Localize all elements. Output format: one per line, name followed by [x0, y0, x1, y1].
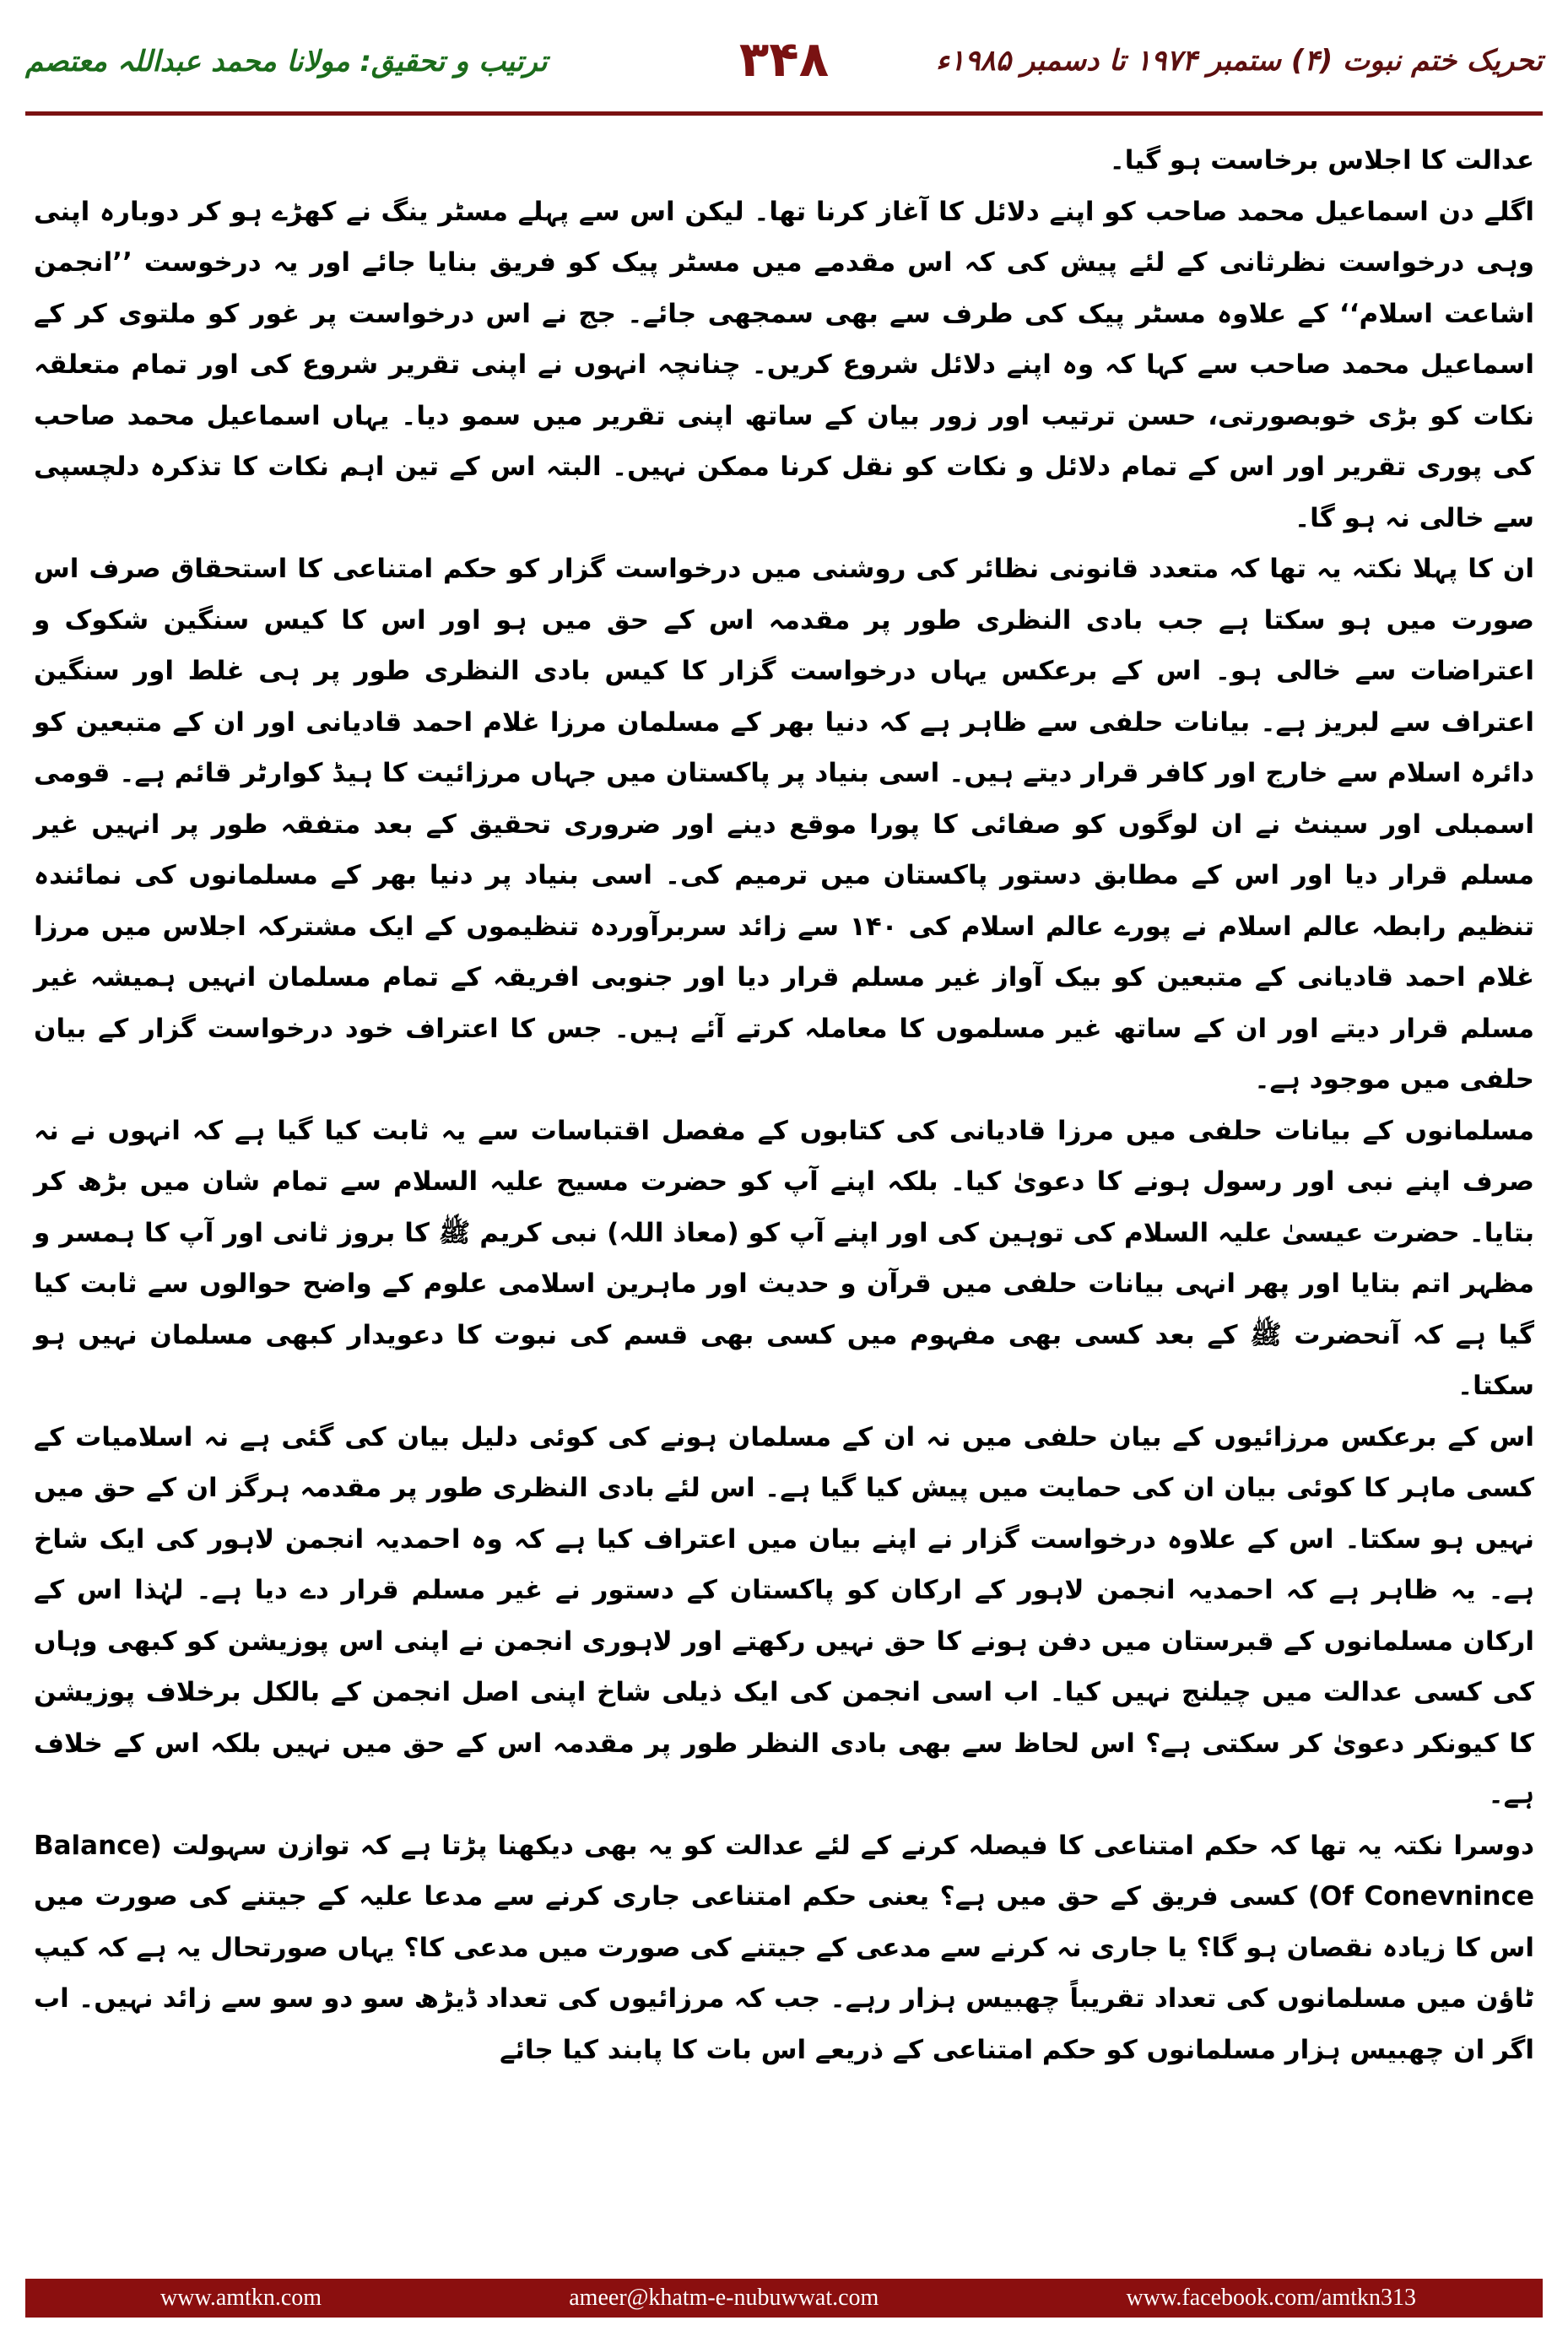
paragraph: ان کا پہلا نکتہ یہ تھا کہ متعدد قانونی نظائر کی روشنی میں درخواست گزار کو حکم امتناعی کا استحقاق صرف اس صورت میں ہو سکتا ہے جب بادی النظری طور پر مقدمہ اس کے حق میں ہو اور اس کا کیس سنگین شکوک و اعتراضات سے خالی ہو۔ اس کے برعکس یہاں درخواست گزار کا کیس بادی النظری طور پر ہی غلط اور سنگین اعتراف سے لبریز ہے۔ بیانات حلفی سے ظاہر ہے کہ دنیا بھر کے مسلمان مرزا غلام احمد قادیانی اور ان کے متبعین کو دائرہ اسلام سے خارج اور کافر قرار دیتے ہیں۔ اسی بنیاد پر پاکستان میں جہاں مرزائیت کا ہیڈ کوارٹر قائم ہے۔ قومی اسمبلی اور سینٹ نے ان لوگوں کو صفائی کا پورا موقع دینے اور ضروری تحقیق کے بعد متفقہ طور پر انہیں غیر مسلم قرار دیا اور اس کے مطابق دستور پاکستان میں ترمیم کی۔ اسی بنیاد پر دنیا بھر کے مسلمانوں کی نمائندہ تنظیم رابطہ عالم اسلام نے پورے عالم اسلام کی ۱۴۰ سے زائد سربرآوردہ تنظیموں کے ایک مشترکہ اجلاس میں مرزا غلام احمد قادیانی کے متبعین کو بیک آواز غیر مسلم قرار دیا اور جنوبی افریقہ کے تمام مسلمان انہیں ہمیشہ غیر مسلم قرار دیتے اور ان کے ساتھ غیر مسلموں کا معاملہ کرتے آئے ہیں۔ جس کا اعتراف خود درخواست گزار کے بیان حلفی میں موجود ہے۔	[34, 554, 1534, 1095]
paragraph: اس کے برعکس مرزائیوں کے بیان حلفی میں نہ ان کے مسلمان ہونے کی کوئی دلیل بیان کی گئی ہے نہ اسلامیات کے کسی ماہر کا کوئی بیان ان کی حمایت میں پیش کیا گیا ہے۔ اس لئے بادی النظری طور پر مقدمہ ہرگز ان کے حق میں نہیں ہو سکتا۔ اس کے علاوہ درخواست گزار نے اپنے بیان میں اعتراف کیا ہے کہ وہ احمدیہ انجمن لاہور کی ایک شاخ ہے۔ یہ ظاہر ہے کہ احمدیہ انجمن لاہور کے ارکان کو پاکستان کے دستور نے غیر مسلم قرار دے دیا ہے۔ لہٰذا اس کے ارکان مسلمانوں کے قبرستان میں دفن ہونے کا حق نہیں رکھتے اور لاہوری انجمن نے اپنی اس پوزیشن کو کبھی وہاں کی کسی عدالت میں چیلنج نہیں کیا۔ اب اسی انجمن کی ایک ذیلی شاخ اپنی اصل انجمن کے بالکل برخلاف پوزیشن کا کیونکر دعویٰ کر سکتی ہے؟ اس لحاظ سے بھی بادی النظر طور پر مقدمہ اس کے حق میں نہیں بلکہ اس کے خلاف ہے۔	[34, 1421, 1534, 1809]
paragraph: مسلمانوں کے بیانات حلفی میں مرزا قادیانی کی کتابوں کے مفصل اقتباسات سے یہ ثابت کیا گیا ہے کہ انہوں نے نہ صرف اپنے نبی اور رسول ہونے کا دعویٰ کیا۔ بلکہ اپنے آپ کو حضرت مسیح علیہ السلام سے تمام شان میں بڑھ کر بتایا۔ حضرت عیسیٰ علیہ السلام کی توہین کی اور اپنے آپ کو (معاذ اللہ) نبی کریم ﷺ کا بروز ثانی اور آپ کا ہمسر و مظہر اتم بتایا اور پھر انہی بیانات حلفی میں قرآن و حدیث اور ماہرین اسلامی علوم کے واضح حوالوں سے ثابت کیا گیا ہے کہ آنحضرت ﷺ کے بعد کسی بھی مفہوم میں کسی بھی قسم کی نبوت کا دعویدار کبھی مسلمان نہیں ہو سکتا۔	[34, 1115, 1534, 1401]
header-divider	[25, 111, 1543, 116]
paragraph: دوسرا نکتہ یہ تھا کہ حکم امتناعی کا فیصلہ کرنے کے لئے عدالت کو یہ بھی دیکھنا پڑتا ہے کہ توازن سہولت (Balance Of Conevnince) کسی فریق کے حق میں ہے؟ یعنی حکم امتناعی جاری کرنے سے مدعا علیہ کے جیتنے کی صورت میں اس کا زیادہ نقصان ہو گا؟ یا جاری نہ کرنے سے مدعی کے جیتنے کی صورت میں مدعی کا؟ یہاں صورتحال یہ ہے کہ کیپ ٹاؤن میں مسلمانوں کی تعداد تقریباً چھبیس ہزار رہے۔ جب کہ مرزائیوں کی تعداد ڈیڑھ سو دو سو سے زائد نہیں۔ اب اگر ان چھبیس ہزار مسلمانوں کو حکم امتناعی کے ذریعے اس بات کا پابند کیا جائے	[34, 1830, 1534, 2065]
page-number: ۳۴۸	[738, 30, 830, 88]
page-header	[25, 25, 1543, 101]
page-body	[34, 135, 1534, 2075]
paragraph: عدالت کا اجلاس برخاست ہو گیا۔	[1109, 145, 1534, 176]
footer-bar	[25, 2279, 1543, 2318]
facebook-link[interactable]: www.facebook.com/amtkn313	[1126, 2285, 1416, 2311]
paragraph: اگلے دن اسماعیل محمد صاحب کو اپنے دلائل کا آغاز کرنا تھا۔ لیکن اس سے پہلے مسٹر ینگ نے کھڑے ہو کر دوبارہ اپنی وہی درخواست نظرثانی کے لئے پیش کی کہ اس مقدمے میں مسٹر پیک کو فریق بنایا جائے اور یہ درخوست ’’انجمن اشاعت اسلام‘‘ کے علاوہ مسٹر پیک کی طرف سے بھی سمجھی جائے۔ جج نے اس درخواست پر غور کو ملتوی کر کے اسماعیل محمد صاحب سے کہا کہ وہ اپنے دلائل شروع کریں۔ چنانچہ انہوں نے اپنی تقریر شروع کی اور تمام متعلقہ نکات کو بڑی خوبصورتی، حسن ترتیب اور زور بیان کے ساتھ اپنی تقریر میں سمو دیا۔ یہاں اسماعیل محمد صاحب کی پوری تقریر اور اس کے تمام دلائل و نکات کو نقل کرنا ممکن نہیں۔ البتہ اس کے تین اہم نکات کا تذکرہ دلچسپی سے خالی نہ ہو گا۔	[34, 196, 1534, 533]
compiler-credit: ترتیب و تحقیق: مولانا محمد عبداللہ معتصم	[25, 45, 548, 78]
website-link[interactable]: www.amtkn.com	[160, 2285, 322, 2311]
email-link[interactable]: ameer@khatm-e-nubuwwat.com	[569, 2285, 879, 2311]
book-title: تحریک ختم نبوت (۴) ستمبر ۱۹۷۴ تا دسمبر ۱۹۸۵ء	[936, 44, 1543, 78]
